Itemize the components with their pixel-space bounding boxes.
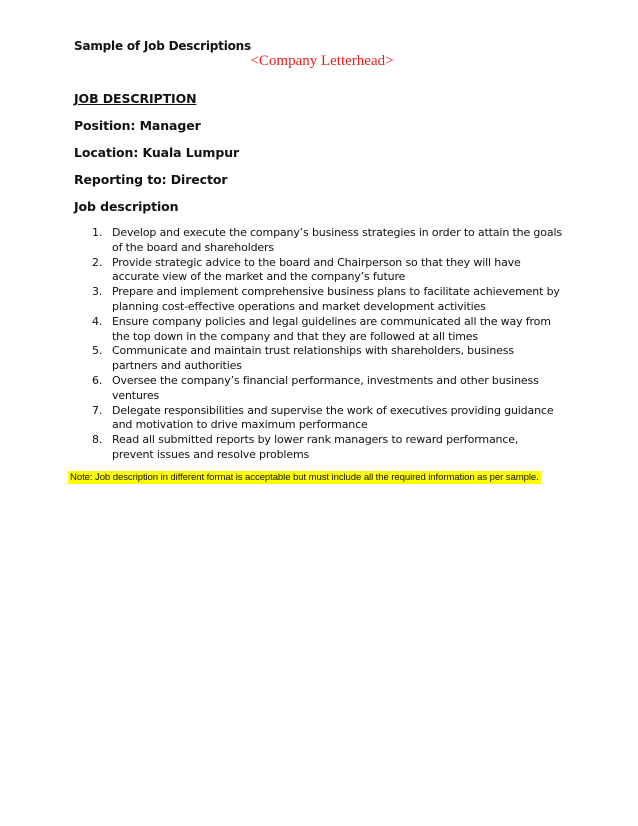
job-description-heading: Job description <box>74 199 179 214</box>
list-number: 7. <box>92 403 103 417</box>
list-number: 4. <box>92 314 103 328</box>
list-text: Delegate responsibilities and supervise the work of executives providing guidance and motivation to drive maximum performance <box>112 403 554 432</box>
position-field: Position: Manager <box>74 118 201 133</box>
location-field: Location: Kuala Lumpur <box>74 145 240 160</box>
list-number: 6. <box>92 373 103 387</box>
company-letterhead-placeholder: <Company Letterhead> <box>250 53 394 69</box>
list-item <box>92 404 562 434</box>
list-number: 5. <box>92 344 103 358</box>
list-item <box>92 285 562 315</box>
list-text: Develop and execute the company’s business strategies in order to attain the goals of the board and shareholders <box>112 226 562 254</box>
duties-list <box>92 226 562 463</box>
list-text: Prepare and implement comprehensive business plans to facilitate achievement by planning cost-effective operations and market development activities <box>112 285 560 313</box>
list-item <box>92 256 562 286</box>
document-header: Sample of Job Descriptions <box>74 39 251 53</box>
list-text: Provide strategic advice to the board and Chairperson so that they will have accurate view of the market and the company’s future <box>112 255 521 284</box>
highlighted-note: Note: Job description in different format is acceptable but must include all the required information as per sample. <box>70 472 539 483</box>
list-item <box>92 315 562 345</box>
list-item <box>92 344 562 374</box>
list-item <box>92 374 562 404</box>
list-item <box>92 226 562 256</box>
list-text: Oversee the company’s financial performance, investments and other business ventures <box>112 373 539 402</box>
list-number: 2. <box>92 255 103 269</box>
section-title: JOB DESCRIPTION <box>74 91 197 106</box>
list-number: 8. <box>92 433 103 447</box>
list-number: 1. <box>92 226 103 239</box>
list-number: 3. <box>92 285 103 299</box>
list-text: Communicate and maintain trust relationships with shareholders, business partners and authorities <box>112 344 514 373</box>
reporting-field: Reporting to: Director <box>74 172 228 187</box>
list-text: Read all submitted reports by lower rank managers to reward performance, prevent issues and resolve problems <box>112 433 519 461</box>
list-text: Ensure company policies and legal guidelines are communicated all the way from the top down in the company and that they are followed at all times <box>112 314 551 343</box>
list-item <box>92 433 562 463</box>
